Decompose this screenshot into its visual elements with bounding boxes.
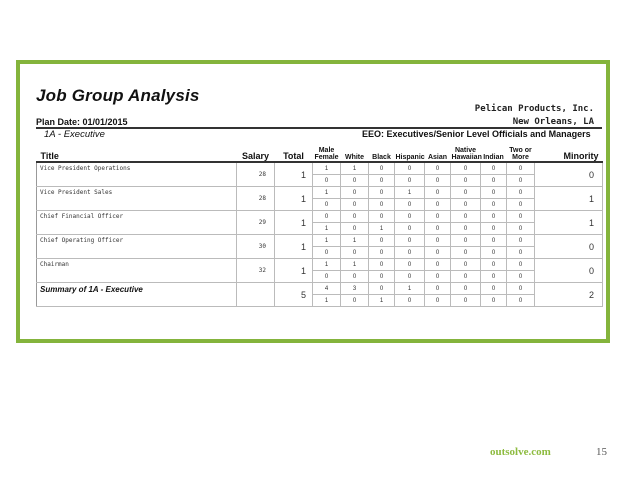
male-count-cell: 0 [507, 259, 535, 271]
male-count-cell: 1 [313, 235, 341, 247]
row-minority: 1 [535, 211, 603, 235]
male-count-cell: 0 [507, 211, 535, 223]
male-count-cell: 0 [369, 235, 395, 247]
female-count-cell: 0 [425, 295, 451, 307]
job-group-table [36, 142, 603, 307]
male-count-cell: 0 [451, 211, 481, 223]
female-count-cell: 0 [425, 223, 451, 235]
male-count-cell: 0 [481, 162, 507, 175]
row-minority: 0 [535, 259, 603, 283]
male-count-cell: 0 [369, 259, 395, 271]
male-count-cell: 1 [313, 162, 341, 175]
female-count-cell: 0 [341, 295, 369, 307]
female-count-cell: 0 [369, 175, 395, 187]
male-count-cell: 0 [369, 283, 395, 295]
male-count-cell: 0 [425, 283, 451, 295]
table-row [37, 259, 603, 271]
col-indian: Indian [483, 154, 504, 161]
female-count-cell: 0 [425, 271, 451, 283]
male-count-cell: 1 [341, 162, 369, 175]
col-male-female: Male Female [314, 147, 339, 161]
plan-date: Plan Date: 01/01/2015 [36, 117, 128, 127]
col-salary: Salary [241, 151, 270, 161]
table-row [37, 162, 603, 175]
col-two-or-more: Two or More [509, 147, 532, 161]
male-count-cell: 1 [313, 259, 341, 271]
male-count-cell: 0 [369, 211, 395, 223]
col-hispanic: Hispanic [395, 154, 425, 161]
male-count-cell: 1 [341, 235, 369, 247]
male-count-cell: 0 [341, 211, 369, 223]
female-count-cell: 0 [451, 271, 481, 283]
male-count-cell: 0 [507, 283, 535, 295]
female-count-cell: 0 [369, 247, 395, 259]
row-total: 1 [275, 235, 313, 259]
row-salary: 28 [237, 187, 275, 211]
male-count-cell: 1 [313, 187, 341, 199]
female-count-cell: 0 [369, 199, 395, 211]
female-count-cell: 0 [341, 247, 369, 259]
col-title: Title [40, 151, 59, 161]
summary-row [37, 283, 603, 295]
male-count-cell: 0 [451, 259, 481, 271]
male-count-cell: 3 [341, 283, 369, 295]
male-count-cell: 0 [451, 283, 481, 295]
female-count-cell: 0 [395, 175, 425, 187]
col-black: Black [372, 154, 391, 161]
col-native-hawaiian: Native Hawaiian [451, 147, 482, 161]
male-count-cell: 0 [481, 283, 507, 295]
male-count-cell: 4 [313, 283, 341, 295]
company-name: Pelican Products, Inc. [474, 104, 594, 114]
male-count-cell: 1 [395, 187, 425, 199]
female-count-cell: 0 [451, 223, 481, 235]
group-name: 1A - Executive [44, 129, 105, 140]
female-count-cell: 0 [425, 175, 451, 187]
female-count-cell: 0 [313, 199, 341, 211]
male-count-cell: 0 [481, 187, 507, 199]
row-minority: 0 [535, 162, 603, 187]
female-count-cell: 0 [481, 295, 507, 307]
row-title: Vice President Operations [37, 162, 237, 187]
female-count-cell: 0 [451, 199, 481, 211]
female-count-cell: 0 [341, 199, 369, 211]
female-count-cell: 0 [507, 247, 535, 259]
row-title: Vice President Sales [37, 187, 237, 211]
female-count-cell: 0 [481, 247, 507, 259]
male-count-cell: 0 [507, 162, 535, 175]
male-count-cell: 0 [395, 235, 425, 247]
female-count-cell: 0 [425, 199, 451, 211]
male-count-cell: 0 [425, 162, 451, 175]
male-count-cell: 0 [425, 187, 451, 199]
female-count-cell: 0 [395, 247, 425, 259]
female-count-cell: 0 [395, 223, 425, 235]
row-salary: 32 [237, 259, 275, 283]
male-count-cell: 0 [395, 162, 425, 175]
female-count-cell: 0 [395, 199, 425, 211]
col-minority: Minority [563, 151, 599, 161]
report-title: Job Group Analysis [36, 86, 200, 105]
female-count-cell: 0 [313, 175, 341, 187]
row-minority: 2 [535, 283, 603, 307]
female-count-cell: 0 [451, 175, 481, 187]
male-count-cell: 0 [507, 235, 535, 247]
female-count-cell: 1 [369, 295, 395, 307]
col-total: Total [283, 151, 304, 161]
male-count-cell: 0 [425, 211, 451, 223]
female-count-cell: 0 [395, 295, 425, 307]
row-minority: 0 [535, 235, 603, 259]
male-count-cell: 0 [369, 162, 395, 175]
footer-brand[interactable]: outsolve.com [490, 446, 551, 458]
female-count-cell: 1 [313, 223, 341, 235]
slide-frame [16, 60, 610, 343]
table-row [37, 235, 603, 247]
female-count-cell: 0 [507, 199, 535, 211]
male-count-cell: 1 [341, 259, 369, 271]
table-row [37, 211, 603, 223]
female-count-cell: 0 [341, 271, 369, 283]
female-count-cell: 0 [507, 295, 535, 307]
male-count-cell: 0 [425, 235, 451, 247]
row-title: Summary of 1A - Executive [37, 283, 237, 307]
male-count-cell: 0 [425, 259, 451, 271]
female-count-cell: 0 [451, 295, 481, 307]
female-count-cell: 0 [507, 271, 535, 283]
male-count-cell: 0 [451, 235, 481, 247]
row-total: 1 [275, 187, 313, 211]
male-count-cell: 0 [451, 162, 481, 175]
row-total: 1 [275, 211, 313, 235]
row-salary: 29 [237, 211, 275, 235]
female-count-cell: 0 [481, 175, 507, 187]
row-title: Chief Operating Officer [37, 235, 237, 259]
female-count-cell: 0 [481, 223, 507, 235]
row-total: 5 [275, 283, 313, 307]
male-count-cell: 0 [481, 211, 507, 223]
female-count-cell: 0 [341, 223, 369, 235]
female-count-cell: 0 [341, 175, 369, 187]
group-header [36, 127, 602, 140]
male-count-cell: 0 [369, 187, 395, 199]
table-header-row [37, 142, 603, 162]
male-count-cell: 0 [395, 211, 425, 223]
male-count-cell: 0 [481, 259, 507, 271]
male-count-cell: 0 [507, 187, 535, 199]
male-count-cell: 0 [313, 211, 341, 223]
table-row [37, 187, 603, 199]
page-number: 15 [596, 446, 607, 458]
female-count-cell: 1 [369, 223, 395, 235]
female-count-cell: 0 [481, 199, 507, 211]
male-count-cell: 0 [481, 235, 507, 247]
female-count-cell: 0 [425, 247, 451, 259]
female-count-cell: 0 [313, 271, 341, 283]
row-salary [237, 283, 275, 307]
col-white: White [344, 154, 365, 161]
row-title: Chairman [37, 259, 237, 283]
male-count-cell: 1 [395, 283, 425, 295]
col-asian: Asian [427, 154, 448, 161]
female-count-cell: 0 [395, 271, 425, 283]
eeo-category: EEO: Executives/Senior Level Officials and Managers [362, 129, 591, 139]
female-count-cell: 1 [313, 295, 341, 307]
male-count-cell: 0 [395, 259, 425, 271]
row-title: Chief Financial Officer [37, 211, 237, 235]
female-count-cell: 0 [313, 247, 341, 259]
female-count-cell: 0 [481, 271, 507, 283]
row-total: 1 [275, 259, 313, 283]
row-salary: 28 [237, 162, 275, 187]
company-location: New Orleans, LA [512, 117, 594, 127]
male-count-cell: 0 [451, 187, 481, 199]
female-count-cell: 0 [451, 247, 481, 259]
female-count-cell: 0 [369, 271, 395, 283]
row-minority: 1 [535, 187, 603, 211]
female-count-cell: 0 [507, 223, 535, 235]
female-count-cell: 0 [507, 175, 535, 187]
male-count-cell: 0 [341, 187, 369, 199]
row-salary: 30 [237, 235, 275, 259]
row-total: 1 [275, 162, 313, 187]
